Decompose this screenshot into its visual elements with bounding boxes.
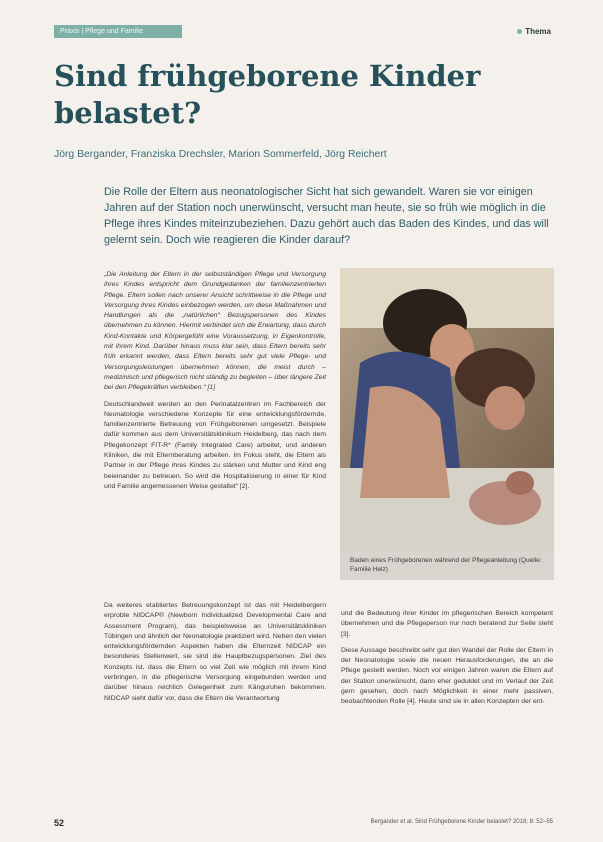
footer-citation: Bergander et al. Sind Frühgeborene Kinder belastet? 2018; 8: 52–55 xyxy=(370,819,553,825)
photo-caption: Baden eines Frühgeborenen während der Pflegeanleitung (Quelle: Familie Helz) xyxy=(340,552,554,580)
body-paragraph-1: Deutschlandweit werden an den Perinatalzentren im Fachbereich der Neonatologie verschiedene Konzepte für eine entwicklungsfördernde, familienzentrierte Betreuung von Frühgeborenen umgesetzt. Beispiele dafür kommen aus dem Universitätsklinikum Heidelberg, das nach dem Pflegekonzept FIT-R* (Family Integrated Care) arbeitet, und anderen Kliniken, die mit Elternberatung arbeiten. Im Fokus steht, die Eltern als Partner in der Pflege ihres Kindes zu stärken und Mutter und Kind eng beieinander zu betreuen. So wird die Hospitalisierung in einer für Kind und Familie angemessenen Weise gestaltet“ [2]. xyxy=(104,400,326,490)
photo-illustration xyxy=(340,268,554,552)
article-photo xyxy=(340,268,554,552)
article-title: Sind frühgeborene Kinder belastet? xyxy=(54,59,481,130)
body-paragraph-2: Da weiteres etabliertes Betreuungskonzept ist das mit Heidelbergern erprobte NIDCAP® (Newborn Individualized Developmental Care and Assessment Program), das beispielsweise an Universitätskliniken Tübingen und ähnlich der Neonatologie praktiziert wird. Neben den vielen entwicklungsfördernden Aspekten haben die Elternzeit NIDCAP ein besonderes Stellenwert, sie sind die Hauptbezugspersonen. Ziel des Konzepts ist, dass die Eltern so viel Zeit wie möglich mit ihrem Kind verbringen, in die pflegerische Versorgung eingebunden werden und darüber hinaus reichlich Gelegenheit zum Känguruhen bekommen. NIDCAP sieht dafür vor, dass die Eltern die Verantwortung xyxy=(104,602,326,702)
section-label-text: Thema xyxy=(525,27,551,36)
section-tag: Praxis | Pflege und Familie xyxy=(54,25,182,38)
quote-paragraph: „Die Anleitung der Eltern in der selbstständigen Pflege und Versorgung ihres Kindes entspricht dem Grundgedanken der familienzentrierten Pflege. Eltern sollen nach unserer Ansicht schrittweise in die Pflege und Versorgung ihres Kindes einbezogen werden, um diese Maßnahmen und Handlungen als die „natürlichen“ Bezugspersonen des Kindes übernehmen zu können. Hiermit verbindet sich die Erwartung, dass durch Kind-Kontakte und Körpergefühl eine Voraussetzung, in Eigenkontrolle, mit ihrem Kind. Darüber hinaus muss klar sein, dass Eltern bereits sehr früh erkannt werden, dass Eltern bereits sehr gut viele Pflege- und Versorgungsleistungen übernehmen können, die meist durch – medizinisch und pflegerisch nicht ständig zu begleiten – über längere Zeit bei den Pflegekräften verbleiben.“ [1] xyxy=(104,271,326,392)
body-paragraph-4: Diese Aussage beschreibt sehr gut den Wandel der Rolle der Eltern in der Neonatologie sowie die neuen Herausforderungen, die an die Pflege gestellt werden. Noch vor einigen Jahren waren die Eltern auf der Station unerwünscht, dann eher geduldet und im Verlauf der Zeit gern gesehen, doch nach Möglichkeit in einer mehr passiven, beobachtenden Rolle [4]. Heute sind sie in allen Konzepten der ent- xyxy=(341,646,553,706)
body-paragraph-3: und die Bedeutung ihrer Kinder im pflegerischen Bereich kompetent übernehmen und die Pflegeperson nur noch beratend zur Seite steht [3]. xyxy=(341,610,553,638)
page-number: 52 xyxy=(54,818,65,828)
article-authors: Jörg Bergander, Franziska Drechsler, Marion Sommerfeld, Jörg Reichert xyxy=(54,149,387,160)
section-label xyxy=(517,27,551,36)
column-right-bottom xyxy=(341,609,553,714)
column-left-bottom xyxy=(104,601,326,710)
article-lead: Die Rolle der Eltern aus neonatologischer Sicht hat sich gewandelt. Waren sie vor einigen Jahren auf der Station noch unerwünscht, versucht man heute, sie so früh wie möglich in die Pflege ihres Kindes miteinzubeziehen. Dazu gehört auch das Baden des Kindes, und das will gelernt sein. Doch wie reagieren die Kinder darauf? xyxy=(104,186,549,246)
column-left-top xyxy=(104,270,326,498)
bullet-icon xyxy=(517,29,522,34)
